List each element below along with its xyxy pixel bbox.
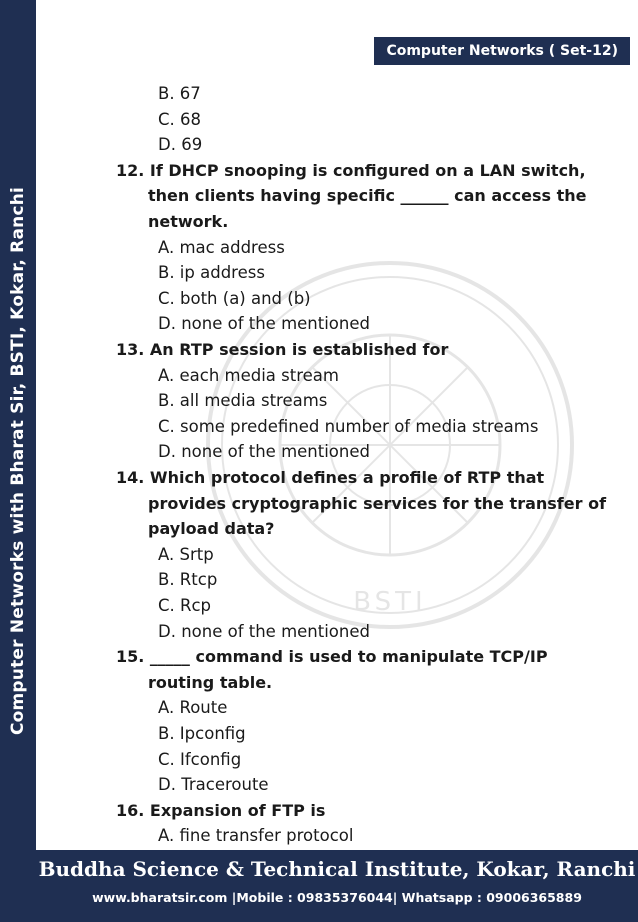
answer-option: C. Ifconfig — [158, 749, 242, 769]
answer-option: D. 69 — [158, 135, 203, 155]
answer-option: B. 67 — [158, 84, 201, 103]
answer-option: B. all media streams — [158, 391, 328, 411]
watermark-text: BSTI — [353, 587, 427, 617]
question-continuation: routing table. — [148, 672, 273, 692]
institute-name: Buddha Science & Technical Institute, Kokar, Ranchi — [38, 857, 636, 881]
question-continuation: then clients having specific ______ can access the — [148, 186, 587, 206]
answer-option: A. Route — [158, 698, 228, 718]
contact-line: www.bharatsir.com |Mobile : 09835376044| Whatsapp : 09006365889 — [92, 890, 582, 905]
answer-option: C. some predefined number of media streams — [158, 416, 539, 436]
sidebar-band — [0, 0, 36, 922]
question-text: 12. If DHCP snooping is configured on a LAN switch, — [116, 160, 586, 180]
question-continuation: provides cryptographic services for the transfer of — [148, 493, 607, 513]
answer-option: C. 68 — [158, 109, 202, 129]
question-continuation: network. — [148, 212, 229, 231]
answer-option: A. each media stream — [158, 365, 339, 385]
answer-option: B. ip address — [158, 263, 265, 283]
answer-option: A. Srtp — [158, 544, 214, 564]
footer-band — [36, 850, 638, 922]
question-text: 13. An RTP session is established for — [116, 340, 449, 359]
answer-option: B. Ipconfig — [158, 724, 246, 743]
question-text: 14. Which protocol defines a profile of RTP that — [116, 468, 545, 487]
answer-option: C. Rcp — [158, 596, 212, 615]
answer-option: D. Traceroute — [158, 775, 269, 795]
set-badge: Computer Networks ( Set-12) — [374, 37, 630, 65]
question-text: 15. _____ command is used to manipulate TCP/IP — [116, 647, 548, 667]
answer-option: D. none of the mentioned — [158, 621, 370, 641]
question-text: 16. Expansion of FTP is — [116, 800, 326, 820]
answer-option: D. none of the mentioned — [158, 314, 370, 334]
answer-option: A. fine transfer protocol — [158, 826, 354, 846]
answer-option: C. both (a) and (b) — [158, 288, 311, 308]
answer-option: B. Rtcp — [158, 570, 218, 590]
sidebar-title: Computer Networks with Bharat Sir, BSTI, Kokar, Ranchi — [8, 186, 28, 736]
question-continuation: payload data? — [148, 519, 275, 539]
answer-option: A. mac address — [158, 237, 285, 257]
answer-option: D. none of the mentioned — [158, 442, 370, 462]
